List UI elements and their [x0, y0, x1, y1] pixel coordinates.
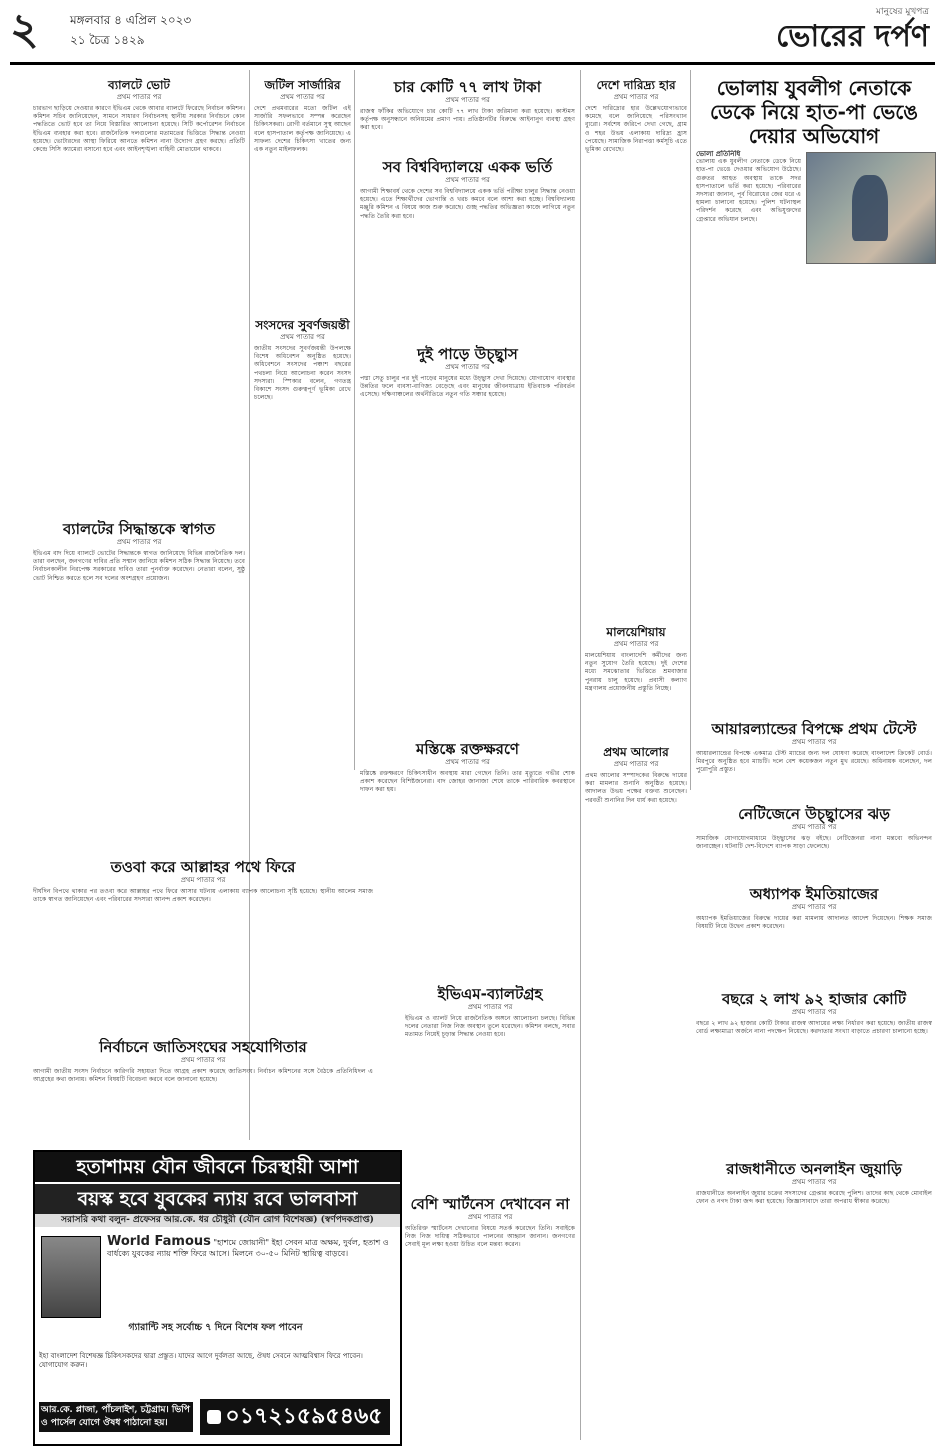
byline: প্রথম পাতার পর [116, 538, 162, 546]
headline: মালয়েশিয়ায় [606, 625, 666, 639]
headline: তওবা করে আল্লাহর পথে ফিরে [110, 858, 296, 876]
byline: প্রথম পাতার পর [445, 176, 490, 184]
article-sangsad [254, 318, 351, 853]
page-header [0, 0, 945, 70]
ad-product-text [107, 1236, 392, 1259]
phone-icon [207, 1410, 221, 1424]
headline: চার কোটি ৭৭ লাখ টাকা [393, 78, 542, 96]
byline: প্রথম পাতার পর [180, 1056, 226, 1064]
ad-world-famous: World Famous [107, 1234, 211, 1249]
article-body: মস্তিষ্কে রক্তক্ষরণে চিকিৎসাধীন অবস্থায় মারা গেছেন তিনি। তার মৃত্যুতে গভীর শোক প্রকাশ করেছেন বিশিষ্টজনেরা। বাদ জোহর জানাজা শেষে তাকে পারিবারিক কবরস্থানে দাফন করা হয়। [360, 770, 575, 794]
ad-note: ইহা বাংলাদেশ বিশেষজ্ঞ চিকিৎসকদের দ্বারা প্রস্তুত। যাদের আগে দুর্বলতা আছে, ঔষধ সেবনে আত্মবিশ্বাস ফিরে পাবেন। যোগাযোগ করুন। [39, 1352, 363, 1369]
article-university [360, 158, 575, 338]
article-evm [405, 985, 575, 1190]
headline: দুই পাড়ে উচ্ছ্বাস [417, 345, 518, 363]
headline: ইভিএম-ব্যালটগ্রহ [437, 985, 543, 1003]
masthead-name: ভোরের দর্পণ [776, 19, 929, 54]
byline: প্রথম পাতার পর [467, 1003, 513, 1011]
headline: ব্যালটের সিদ্ধান্তকে স্বাগত [62, 520, 216, 538]
article-bhola-headline [696, 76, 932, 148]
column-divider [580, 70, 581, 1440]
byline: প্রথম পাতার পর [791, 1008, 837, 1016]
byline: প্রথম পাতার পর [613, 760, 659, 768]
headline: বেশি স্মার্টনেস দেখাবেন না [410, 1195, 570, 1213]
byline: প্রথম পাতার পর [613, 640, 659, 648]
article-body: দেশে দারিদ্র্যের হার উল্লেখযোগ্যভাবে কমেছে বলে জানিয়েছে পরিসংখ্যান ব্যুরো। সর্বশেষ জরিপে দেখা গেছে, গ্রাম ও শহর উভয় এলাকায় দারিদ্র্য হ্রাস পেয়েছে। সামাজিক নিরাপত্তা কর্মসূচি এতে ভূমিকা রেখেছে। [585, 105, 687, 154]
ad-phone [200, 1399, 390, 1435]
article-body: প্রথম আলোর সম্পাদকের বিরুদ্ধে দায়ের করা মামলার শুনানি অনুষ্ঠিত হয়েছে। আদালত উভয় পক্ষের বক্তব্য শুনেছেন। পরবর্তী শুনানির দিন ধার্য করা হয়েছে। [585, 772, 687, 804]
ad-promo: গ্যারান্টি সহ সর্বোচ্চ ৭ দিনে বিশেষ ফল পাবেন [128, 1322, 303, 1333]
article-malaysia [585, 625, 687, 740]
article-body: আগামী জাতীয় সংসদ নির্বাচনে কারিগরি সহায়তা দিতে আগ্রহ প্রকাশ করেছে জাতিসংঘ। নির্বাচন কমিশনের সঙ্গে বৈঠকে প্রতিনিধিদল এ আগ্রহের কথা জানায়। কমিশন বিষয়টি বিবেচনা করবে বলে জানানো হয়েছে। [33, 1068, 373, 1084]
masthead [776, 4, 929, 55]
headline: রাজধানীতে অনলাইন জুয়াড়ি [726, 1160, 902, 1178]
headline: সব বিশ্ববিদ্যালয়ে একক ভর্তি [382, 158, 553, 176]
byline: প্রথম পাতার পর [445, 96, 490, 104]
article-bochore [696, 990, 932, 1155]
article-prothom-alo [585, 745, 687, 1440]
article-ballot-welcome [33, 520, 245, 755]
article-body: ইভিএম বাদ দিয়ে ব্যালটে ভোটের সিদ্ধান্তকে স্বাগত জানিয়েছে বিভিন্ন রাজনৈতিক দল। তারা বলছেন, জনগণের দাবির প্রতি সম্মান জানিয়ে কমিশন সঠিক সিদ্ধান্ত নিয়েছে। তবে নির্বাচনকালীন নিরপেক্ষ সরকারের দাবিও তারা পুনর্ব্যক্ত করেছেন। নেতারা বলেন, সুষ্ঠু ভোট নিশ্চিত করতে হলে সব দলের অংশগ্রহণ প্রয়োজন। [33, 550, 245, 582]
article-dui-pare [360, 345, 575, 710]
article-body: রাজধানীতে অনলাইন জুয়ার চক্রের সদস্যদের গ্রেপ্তার করেছে পুলিশ। তাদের কাছ থেকে মোবাইল ফোন ও নগদ টাকা জব্দ করা হয়েছে। জিজ্ঞাসাবাদে তারা অপরাধ স্বীকার করেছে। [696, 1190, 932, 1206]
headline: ভোলায় যুবলীগ নেতাকে ডেকে নিয়ে হাত-পা ভেঙে দেয়ার অভিযোগ [710, 76, 918, 148]
byline: প্রথম পাতার পর [791, 903, 837, 911]
column-divider [354, 70, 355, 770]
byline: প্রথম পাতার পর [613, 93, 659, 101]
ad-phone-number: ০১৭২১৫৯৫৪৬৫ [225, 1404, 383, 1429]
article-body: দেশে প্রথমবারের মতো জটিল এই সার্জারি সফলভাবে সম্পন্ন করেছেন চিকিৎসকরা। রোগী বর্তমানে সুস্থ আছেন বলে হাসপাতাল কর্তৃপক্ষ জানিয়েছে। এ সাফল্য দেশের চিকিৎসা খাতের জন্য এক নতুন মাইলফলক। [254, 105, 351, 154]
article-netizen [696, 805, 932, 880]
article-body: অধ্যাপক ইমতিয়াজের বিরুদ্ধে দায়ের করা মামলায় আদালত আদেশ দিয়েছেন। শিক্ষক সমাজ বিষয়টি নিয়ে উদ্বেগ প্রকাশ করেছেন। [696, 915, 932, 931]
dateline: ভোলা প্রতিনিধি [696, 150, 741, 158]
article-bhola [696, 150, 801, 390]
advertisement [33, 1150, 402, 1446]
ad-product-desc: "হাশমে জোয়ানী" ইহা সেবন মাত্র অক্ষম, দুর্বল, হতাশ ও বার্ধক্যে যুবকের ন্যায় শক্তি ফিরে আসে। মিলনে ৩০-৫০ মিনিট স্থায়িত্ব বাড়বে। [107, 1238, 389, 1258]
headline: প্রথম আলোর [603, 745, 669, 759]
date-bangla: ২১ চৈত্র ১৪২৯ [70, 33, 145, 47]
ad-portrait [41, 1236, 101, 1318]
article-daridra [585, 78, 687, 623]
article-body: দীর্ঘদিন বিপথে থাকার পর তওবা করে আল্লাহর পথে ফিরে আসার ঘটনায় এলাকায় ব্যাপক আলোচনা সৃষ্টি হয়েছে। স্থানীয় আলেম সমাজ তাকে স্বাগত জানিয়েছেন এবং পরিবারের সদস্যরা আনন্দ প্রকাশ করেছেন। [33, 888, 373, 904]
news-photo [806, 152, 936, 264]
byline: প্রথম পাতার পর [280, 333, 325, 341]
ad-subline: সরাসরি কথা বলুন- প্রফেসর আর.কে. ধর চৌধুরী (যৌন রোগ বিশেষজ্ঞ) (স্বর্ণপদকপ্রাপ্ত) [35, 1214, 400, 1227]
headline: মস্তিষ্কে রক্তক্ষরণে [415, 740, 519, 758]
byline: প্রথম পাতার পর [445, 363, 490, 371]
headline: বছরে ২ লাখ ৯২ হাজার কোটি [721, 990, 907, 1008]
ad-headline-1: হতাশাময় যৌন জীবনে চিরস্থায়ী আশা [35, 1152, 400, 1182]
article-jatil-surgery [254, 78, 351, 313]
article-body: বছরে ২ লাখ ৯২ হাজার কোটি টাকার রাজস্ব আদায়ের লক্ষ্য নির্ধারণ করা হয়েছে। জাতীয় রাজস্ব বোর্ড লক্ষ্যমাত্রা অর্জনে নানা পদক্ষেপ নিয়েছে। করদাতার সংখ্যা বাড়াতে প্রচারণা চালানো হচ্ছে। [696, 1020, 932, 1036]
article-char-koti [360, 78, 575, 153]
byline: প্রথম পাতার পর [445, 758, 490, 766]
issue-date [70, 10, 191, 50]
byline: প্রথম পাতার পর [116, 93, 162, 101]
headline: নেটিজেনে উচ্ছ্বাসের ঝড় [738, 805, 890, 823]
byline: প্রথম পাতার পর [791, 738, 837, 746]
article-body: রাজস্ব ফাঁকির অভিযোগে চার কোটি ৭৭ লাখ টাকা জরিমানা করা হয়েছে। কাস্টমস কর্তৃপক্ষ অনুসন্ধানে অনিয়মের প্রমাণ পায়। প্রতিষ্ঠানটির বিরুদ্ধে আইনানুগ ব্যবস্থা গ্রহণ করা হবে। [360, 108, 575, 132]
header-rule [10, 62, 935, 65]
headline: সংসদের সুবর্ণজয়ন্তী [255, 318, 350, 332]
article-adhyapak [696, 885, 932, 985]
ad-headline-2: বয়স্ক হবে যুবকের ন্যায় রবে ভালবাসা [35, 1182, 400, 1214]
ad-address: আর.কে. প্লাজা, পাঁচলাইশ, চট্টগ্রাম। ভিপি ও পার্সেল যোগে ঔষধ পাঠানো হয়। [39, 1402, 193, 1432]
headline: ব্যালটে ভোট [108, 78, 170, 92]
byline: প্রথম পাতার পর [467, 1213, 513, 1221]
article-body: অতিরিক্ত স্মার্টনেস দেখানোর বিষয়ে সতর্ক করেছেন তিনি। সবাইকে নিজ নিজ দায়িত্ব সঠিকভাবে পালনের আহ্বান জানান। জনগণের সেবাই মূল লক্ষ্য হওয়া উচিত বলে মন্তব্য করেন। [405, 1225, 575, 1249]
article-body: আগামী শিক্ষাবর্ষ থেকে দেশের সব বিশ্ববিদ্যালয়ে একক ভর্তি পরীক্ষা চালুর সিদ্ধান্ত নেওয়া হয়েছে। এতে শিক্ষার্থীদের ভোগান্তি ও খরচ কমবে বলে আশা করা হচ্ছে। বিশ্ববিদ্যালয় মঞ্জুরি কমিশন এ বিষয়ে কাজ শুরু করেছে। গুচ্ছ পদ্ধতির অভিজ্ঞতা কাজে লাগিয়ে নতুন পদ্ধতি তৈরি করা হবে। [360, 188, 575, 220]
column-divider [690, 70, 691, 790]
page-number: ২ [10, 4, 39, 55]
article-body: আয়ারল্যান্ডের বিপক্ষে একমাত্র টেস্ট ম্যাচের জন্য দল ঘোষণা করেছে বাংলাদেশ ক্রিকেট বোর্ড। মিরপুরে অনুষ্ঠিত হবে ম্যাচটি। দলে বেশ কয়েকজন নতুন মুখ রয়েছে। অধিনায়ক বলেছেন, দল পুরোপুরি প্রস্তুত। [696, 750, 932, 774]
headline: দেশে দারিদ্র্য হার [596, 78, 676, 92]
byline: প্রথম পাতার পর [280, 93, 325, 101]
article-ballot [33, 78, 245, 513]
article-jatisangha [33, 1038, 373, 1143]
article-rajdhani [696, 1160, 932, 1440]
article-body: ইভিএম ও ব্যালট নিয়ে রাজনৈতিক অঙ্গনে আলোচনা চলছে। বিভিন্ন দলের নেতারা নিজ নিজ অবস্থান তুলে ধরেছেন। কমিশন বলছে, সবার মতামত নিয়েই চূড়ান্ত সিদ্ধান্ত নেওয়া হবে। [405, 1015, 575, 1039]
byline: প্রথম পাতার পর [791, 1178, 837, 1186]
article-mastishka [360, 740, 575, 980]
article-body: চারভাগ ছাড়িয়ে দেওয়ার কারণে ইভিএম থেকে আবার ব্যালটে ফিরেছে নির্বাচন কমিশন। কমিশন সচিব জানিয়েছেন, সামনে সাধারণ নির্বাচনসহ স্থানীয় সরকার নির্বাচনে কোন পদ্ধতিতে ভোট হবে তা নিয়ে বিস্তারিত আলোচনা হয়েছে। সিটি কর্পোরেশন নির্বাচনে ইভিএম ব্যবহার করা হবে। রাজনৈতিক দলগুলোর মতামতের ভিত্তিতে সিদ্ধান্ত নেওয়া হয়েছে। ভোটারদের আস্থা ফিরিয়ে আনতে কমিশন নানা উদ্যোগ গ্রহণ করছে। প্রতিটি কেন্দ্রে সিসি ক্যামেরা বসানো হবে এবং আইনশৃঙ্খলা বাহিনী মোতায়েন থাকবে। [33, 105, 245, 154]
headline: অধ্যাপক ইমতিয়াজের [749, 885, 879, 903]
masthead-tagline: মানুষের মুখপত্র [876, 7, 929, 17]
article-body: মালয়েশিয়ায় বাংলাদেশি কর্মীদের জন্য নতুন সুযোগ তৈরি হয়েছে। দুই দেশের মধ্যে সমঝোতার ভিত্তিতে শ্রমবাজার পুনরায় চালু হয়েছে। প্রবাসী কল্যাণ মন্ত্রণালয় প্রয়োজনীয় প্রস্তুতি নিচ্ছে। [585, 652, 687, 692]
headline: নির্বাচনে জাতিসংঘের সহযোগিতার [99, 1038, 307, 1056]
article-body: ভোলায় এক যুবলীগ নেতাকে ডেকে নিয়ে হাত-পা ভেঙে দেওয়ার অভিযোগ উঠেছে। গুরুতর আহত অবস্থায় তাকে সদর হাসপাতালে ভর্তি করা হয়েছে। পরিবারের সদস্যরা জানান, পূর্ব বিরোধের জের ধরে এ হামলা চালানো হয়েছে। পুলিশ ঘটনাস্থল পরিদর্শন করেছে এবং অভিযুক্তদের গ্রেপ্তারে অভিযান চলছে। [696, 158, 801, 223]
headline: জটিল সার্জারির [264, 78, 341, 92]
headline: আয়ারল্যান্ডের বিপক্ষে প্রথম টেস্টে [711, 720, 917, 738]
article-body: পদ্মা সেতু চালুর পর দুই পাড়ের মানুষের মধ্যে উচ্ছ্বাস দেখা দিয়েছে। যোগাযোগ ব্যবস্থার উন্নতির ফলে ব্যবসা-বাণিজ্য বেড়েছে এবং মানুষের জীবনযাত্রায় ইতিবাচক পরিবর্তন এসেছে। দক্ষিণাঞ্চলের অর্থনীতিতে নতুন গতি সঞ্চার হয়েছে। [360, 375, 575, 399]
article-body: জাতীয় সংসদের সুবর্ণজয়ন্তী উপলক্ষে বিশেষ অধিবেশন অনুষ্ঠিত হয়েছে। অধিবেশনে সংসদের পঞ্চাশ বছরের পথচলা নিয়ে আলোচনা করেন সংসদ সদস্যরা। স্পিকার বলেন, গণতন্ত্র বিকাশে সংসদ গুরুত্বপূর্ণ ভূমিকা রেখে চলেছে। [254, 345, 351, 402]
article-smartness [405, 1195, 575, 1440]
byline: প্রথম পাতার পর [791, 823, 837, 831]
date-gregorian: মঙ্গলবার ৪ এপ্রিল ২০২৩ [70, 13, 192, 27]
article-body: সামাজিক যোগাযোগমাধ্যমে উচ্ছ্বাসের ঝড় বইছে। নেটিজেনরা নানা মন্তব্যে অভিনন্দন জানাচ্ছেন। ঘটনাটি দেশ-বিদেশে ব্যাপক সাড়া ফেলেছে। [696, 835, 932, 851]
article-tawba [33, 858, 373, 1033]
article-ireland [696, 720, 932, 800]
byline: প্রথম পাতার পর [180, 876, 226, 884]
